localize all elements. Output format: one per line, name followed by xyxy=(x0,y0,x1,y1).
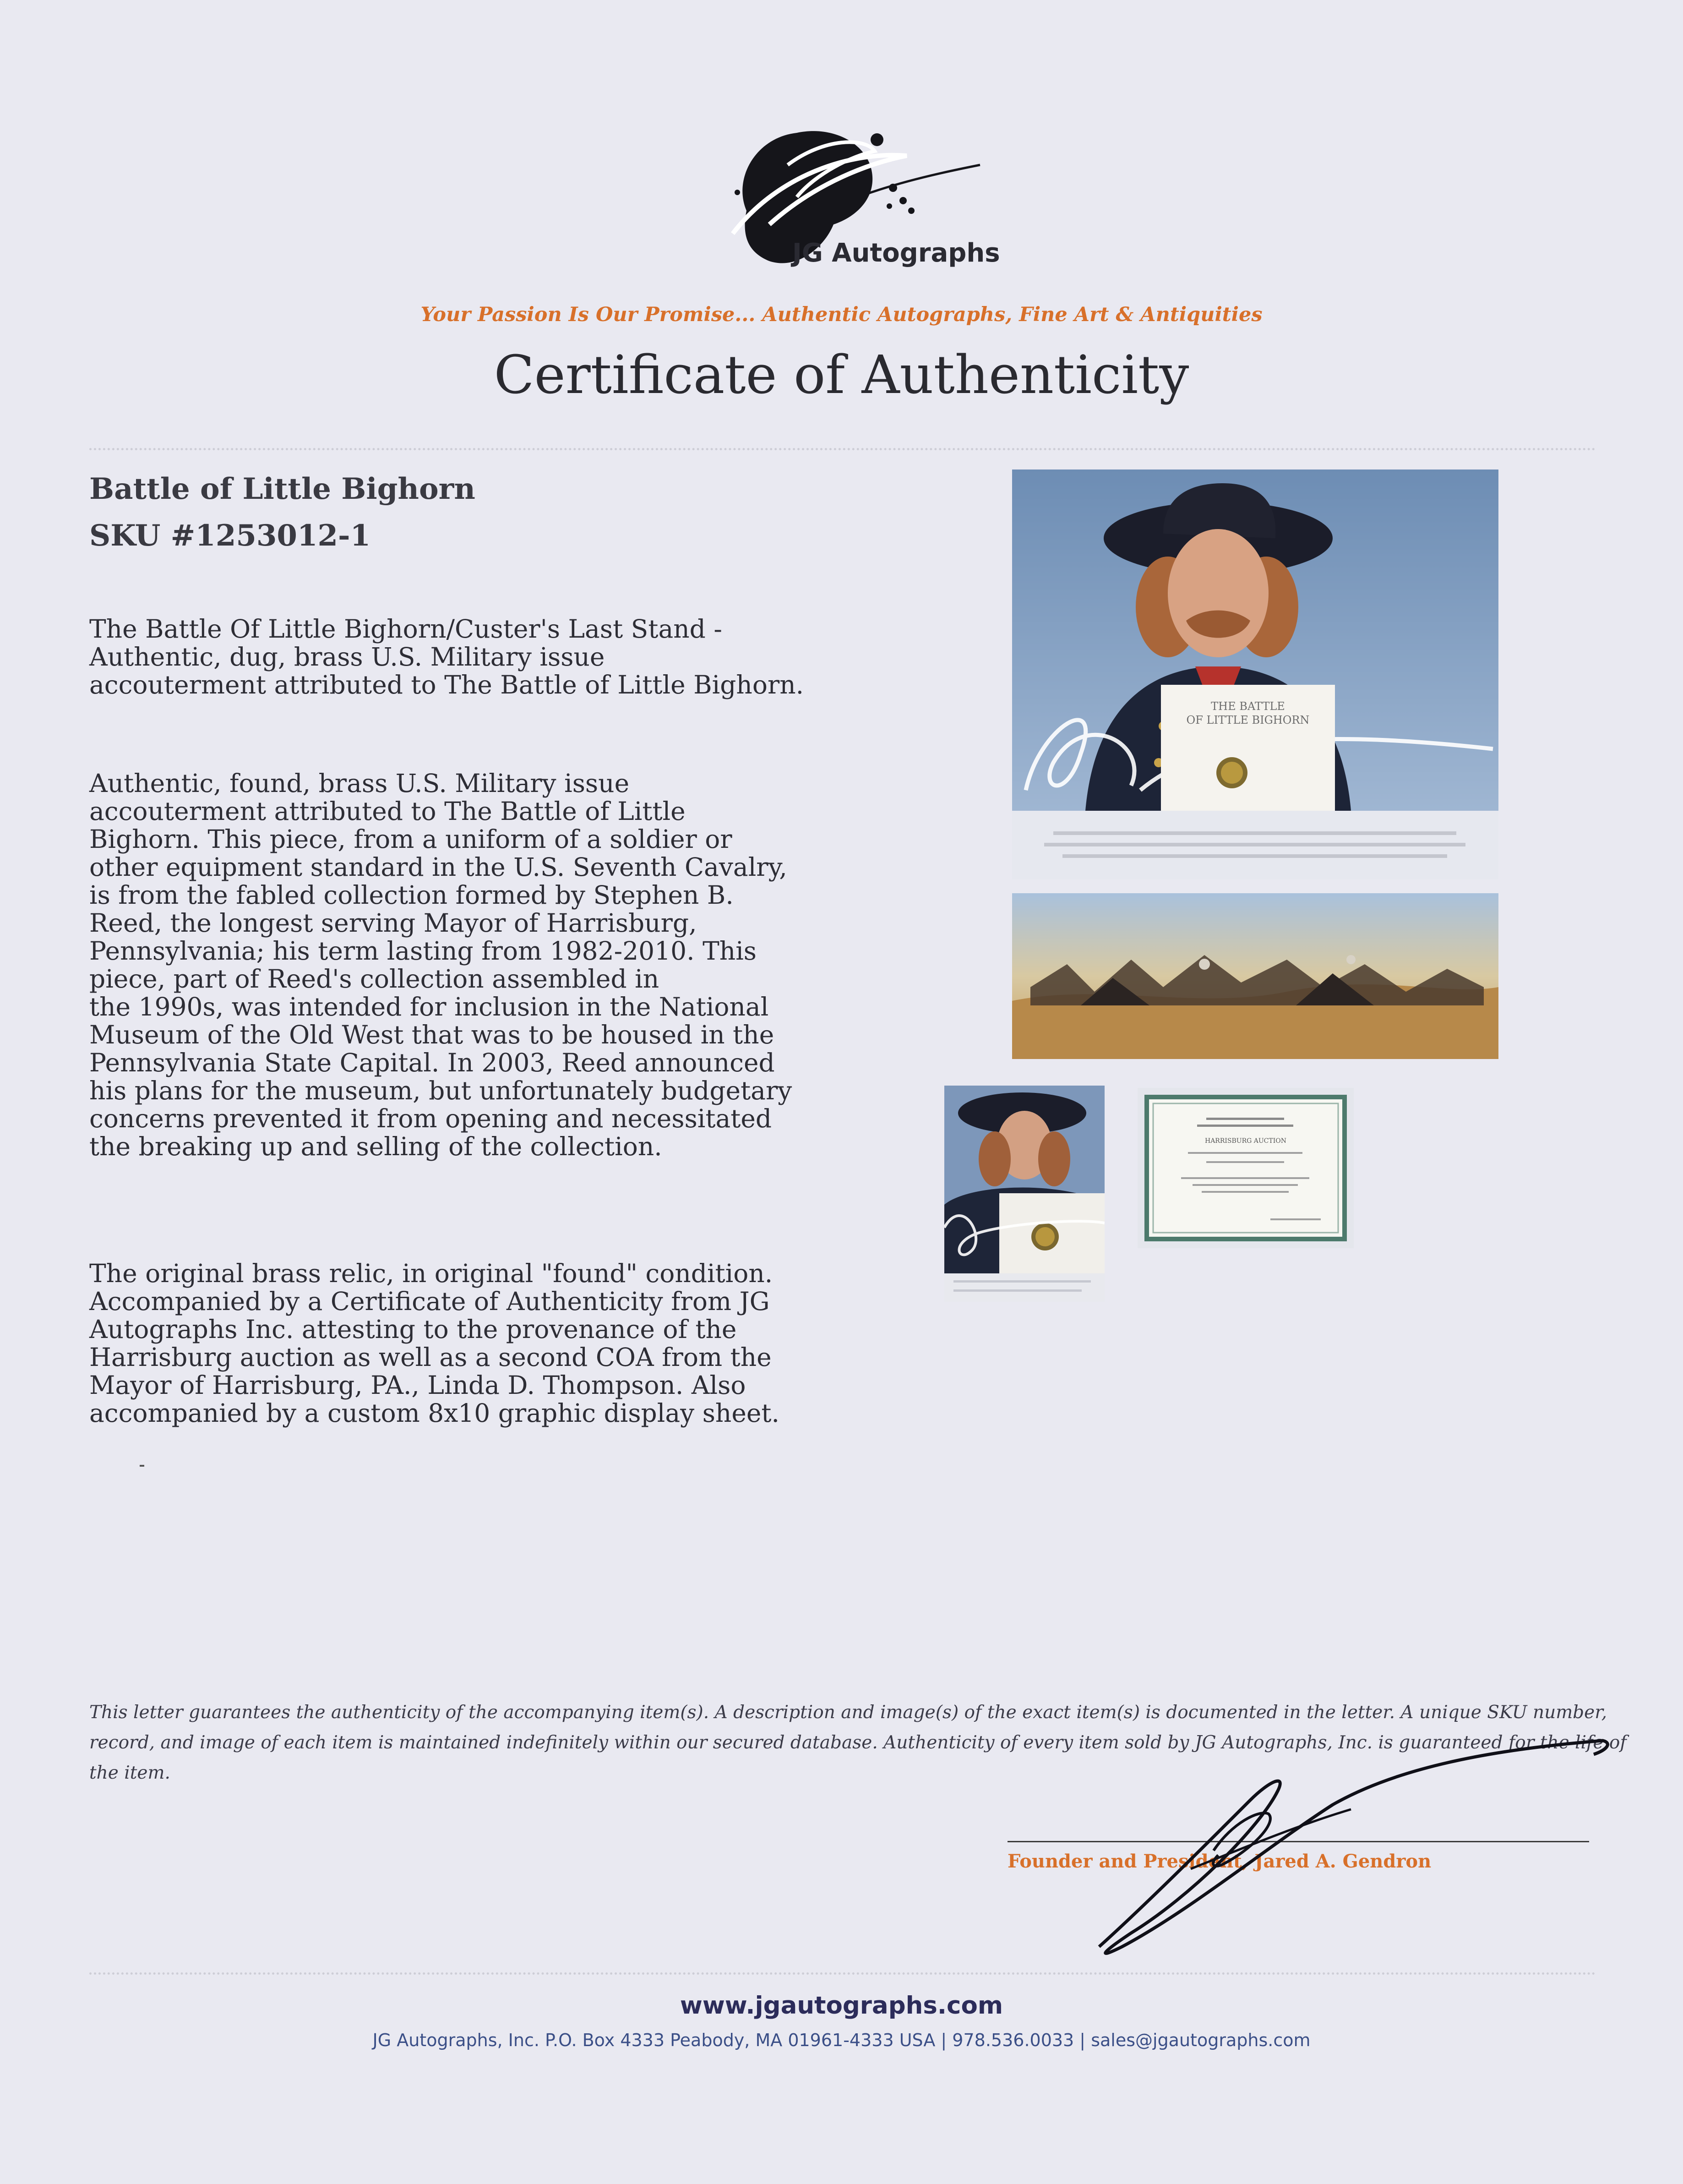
text-line: the item. xyxy=(89,1763,170,1783)
text-line: accompanied by a custom 8x10 graphic display sheet. xyxy=(89,1398,780,1428)
text-line: the 1990s, was intended for inclusion in the National xyxy=(89,992,769,1021)
text-line: The original brass relic, in original "found" condition. xyxy=(89,1259,773,1288)
description-paragraph-3 xyxy=(89,1260,840,1427)
text-line: record, and image of each item is maintained indefinitely within our secured database. Authenticity of every item sold by JG Autographs, Inc. is guaranteed for the life of xyxy=(89,1732,1627,1753)
brand-name: JG Autographs xyxy=(792,238,1000,268)
custer-detail-image xyxy=(944,1086,1105,1302)
contact-address: JG Autographs, Inc. P.O. Box 4333 Peabody, MA 01961-4333 USA | 978.536.0033 | sales@jgautographs.com xyxy=(372,2030,1311,2050)
item-thumbnail-2[interactable] xyxy=(1138,1088,1354,1248)
item-thumbnail-1[interactable] xyxy=(944,1086,1105,1302)
custer-display-sheet-image xyxy=(1012,470,1498,1059)
text-line: the breaking up and selling of the collection. xyxy=(89,1132,662,1161)
text-line: Pennsylvania; his term lasting from 1982-2010. This xyxy=(89,936,757,966)
harrisburg-certificate-image xyxy=(1138,1088,1354,1248)
description-paragraph-2 xyxy=(89,770,840,1161)
text-line: accouterment attributed to The Battle of Little xyxy=(89,797,686,826)
item-name: Battle of Little Bighorn xyxy=(89,472,475,506)
divider-top xyxy=(89,448,1596,450)
text-line: Bighorn. This piece, from a uniform of a soldier or xyxy=(89,824,732,854)
text-line: The Battle Of Little Bighorn/Custer's Last Stand - xyxy=(89,614,722,644)
text-line: Museum of the Old West that was to be housed in the xyxy=(89,1020,774,1049)
stray-mark xyxy=(140,1465,144,1467)
handwritten-signature xyxy=(1076,1731,1626,1970)
text-line: is from the fabled collection formed by Stephen B. xyxy=(89,880,734,910)
item-photo-main[interactable] xyxy=(1012,470,1498,1059)
text-line: piece, part of Reed's collection assembled in xyxy=(89,964,659,994)
card-title-line: THE BATTLE xyxy=(1211,700,1285,713)
text-line: concerns prevented it from opening and necessitated xyxy=(89,1104,772,1133)
divider-bottom xyxy=(89,1972,1596,1975)
text-line: Reed, the longest serving Mayor of Harrisburg, xyxy=(89,908,697,938)
text-line: Pennsylvania State Capital. In 2003, Reed announced xyxy=(89,1048,775,1077)
text-line: Accompanied by a Certificate of Authenticity from JG xyxy=(89,1287,770,1316)
text-line: Authentic, dug, brass U.S. Military issue xyxy=(89,642,605,672)
website-link[interactable]: www.jgautographs.com xyxy=(680,1992,1003,2020)
text-line: Autographs Inc. attesting to the provenance of the xyxy=(89,1315,737,1344)
signer-title: Founder and President, Jared A. Gendron xyxy=(1008,1851,1432,1872)
text-line: accouterment attributed to The Battle of Little Bighorn. xyxy=(89,670,804,699)
text-line: his plans for the museum, but unfortunately budgetary xyxy=(89,1076,792,1105)
description-paragraph-1 xyxy=(89,615,840,699)
certificate-title: HARRISBURG AUCTION xyxy=(1204,1137,1287,1145)
text-line: other equipment standard in the U.S. Seventh Cavalry, xyxy=(89,852,787,882)
page-title: Certificate of Authenticity xyxy=(494,344,1189,406)
tagline: Your Passion Is Our Promise... Authentic Autographs, Fine Art & Antiquities xyxy=(420,303,1263,326)
text-line: Harrisburg auction as well as a second COA from the xyxy=(89,1343,772,1372)
text-line: Mayor of Harrisburg, PA., Linda D. Thompson. Also xyxy=(89,1370,746,1400)
text-line: This letter guarantees the authenticity of the accompanying item(s). A description and image(s) of the exact item(s) is documented in the letter. A unique SKU number, xyxy=(89,1702,1607,1723)
text-line: Authentic, found, brass U.S. Military issue xyxy=(89,769,630,798)
item-sku: SKU #1253012-1 xyxy=(89,519,371,553)
card-title-line: OF LITTLE BIGHORN xyxy=(1186,714,1310,726)
